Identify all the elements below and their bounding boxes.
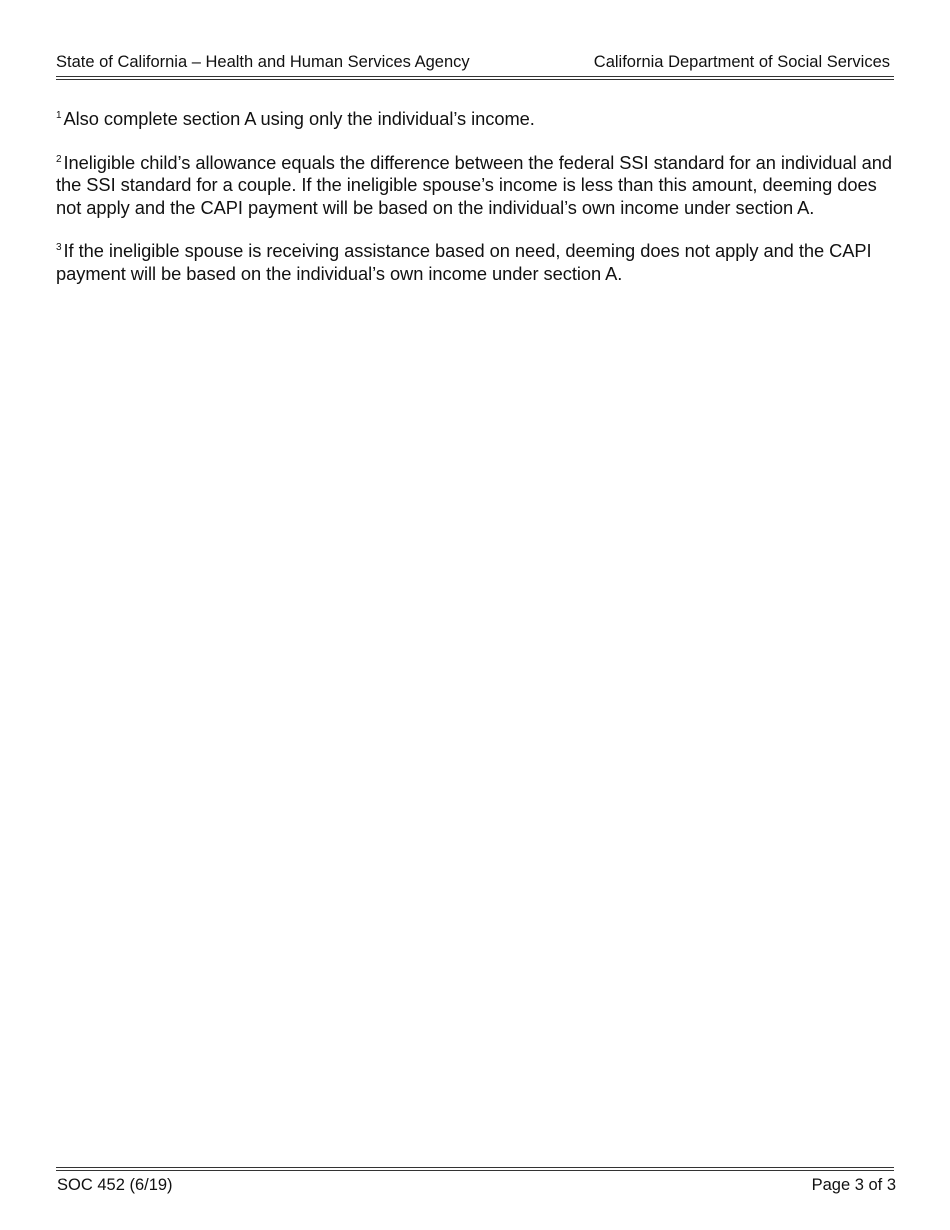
footnote-marker: 3: [56, 242, 62, 253]
footnote-marker: 1: [56, 110, 62, 121]
footnote-2: [56, 152, 898, 220]
form-id: SOC 452 (6/19): [57, 1176, 173, 1194]
footnote-marker: 2: [56, 153, 62, 165]
footnote-3: [56, 240, 898, 285]
footnote-text: Also complete section A using only the individual’s income.: [63, 108, 535, 129]
footnote-text: If the ineligible spouse is receiving assistance based on need, deeming does not apply and the CAPI payment will be based on the individual’s own income under section A.: [56, 240, 872, 284]
department-name: California Department of Social Services: [593, 53, 890, 71]
page-number: Page 3 of 3: [811, 1176, 896, 1194]
agency-name: State of California – Health and Human Services Agency: [56, 53, 470, 71]
header-divider: [56, 76, 894, 80]
footer-divider: [56, 1167, 894, 1171]
footnote-1: [56, 108, 898, 131]
page-header: [56, 50, 894, 74]
page-footer: [56, 1173, 896, 1197]
footnotes-section: [56, 108, 898, 306]
footnote-text: Ineligible child’s allowance equals the difference between the federal SSI standard for an individual and the SSI standard for a couple. If the ineligible spouse’s income is less than this amount, deeming does not apply and the CAPI payment will be based on the individual’s own income under section A.: [56, 151, 892, 218]
